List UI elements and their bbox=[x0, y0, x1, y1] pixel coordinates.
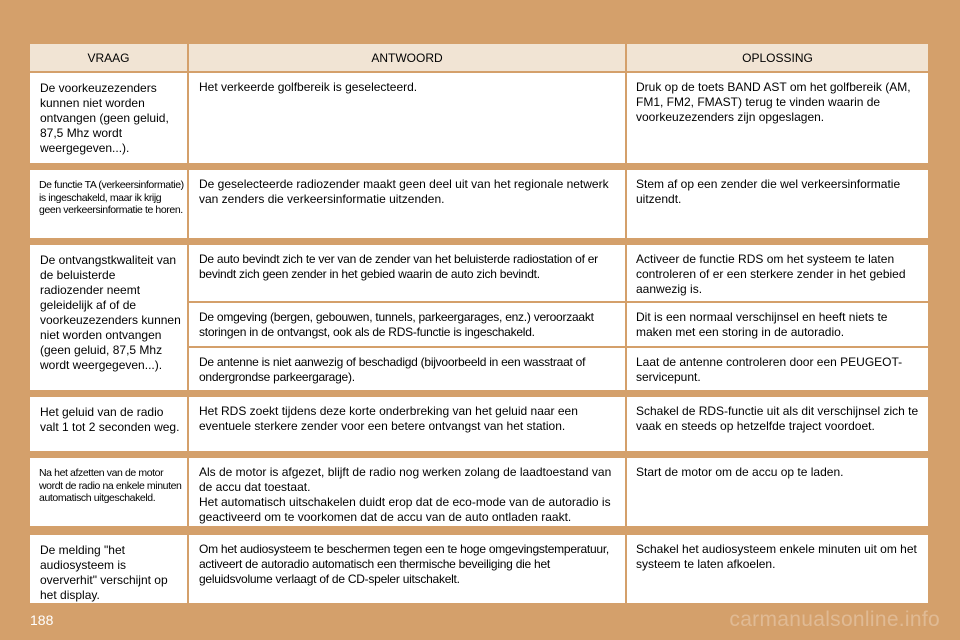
solution-cell: Laat de antenne controleren door een PEUGEOT-servicepunt. bbox=[627, 348, 928, 390]
answer-group bbox=[189, 73, 928, 163]
solution-cell: Druk op de toets BAND AST om het golfbereik (AM, FM1, FM2, FMAST) terug te vinden waarin de voorkeuzezenders zijn opgeslagen. bbox=[627, 73, 928, 163]
answer-pair bbox=[189, 170, 928, 238]
answer-cell: De geselecteerde radiozender maakt geen deel uit van het regionale netwerk van zenders die verkeersinformatie uitzenden. bbox=[189, 170, 625, 238]
table-row bbox=[30, 458, 928, 526]
answer-pair bbox=[189, 397, 928, 451]
answer-group bbox=[189, 535, 928, 603]
answer-pair bbox=[189, 458, 928, 526]
answer-cell: De omgeving (bergen, gebouwen, tunnels, parkeergarages, enz.) veroorzaakt storingen in de ontvangst, ook als de RDS-functie is ingeschakeld. bbox=[189, 303, 625, 346]
question-cell: De functie TA (verkeersinformatie) is ingeschakeld, maar ik krijg geen verkeersinformatie te horen. bbox=[30, 170, 187, 238]
header-oplossing: OPLOSSING bbox=[627, 44, 928, 71]
answer-group bbox=[189, 170, 928, 238]
answer-line: Het automatisch uitschakelen duidt erop dat de eco-mode van de autoradio is geactiveerd om te voorkomen dat de accu van de auto ontladen raakt. bbox=[199, 495, 611, 524]
answer-cell: Het verkeerde golfbereik is geselecteerd. bbox=[189, 73, 625, 163]
answer-pair bbox=[189, 73, 928, 163]
answer-group bbox=[189, 458, 928, 526]
question-cell: De melding "het audiosysteem is oververhit" verschijnt op het display. bbox=[30, 535, 187, 603]
answer-group bbox=[189, 245, 928, 390]
question-cell: De voorkeuzezenders kunnen niet worden ontvangen (geen geluid, 87,5 Mhz wordt weergegeven...). bbox=[30, 73, 187, 163]
table-row bbox=[30, 397, 928, 451]
watermark: carmanualsonline.info bbox=[729, 608, 940, 631]
solution-cell: Dit is een normaal verschijnsel en heeft niets te maken met een storing in de autoradio. bbox=[627, 303, 928, 346]
answer-cell: De antenne is niet aanwezig of beschadigd (bijvoorbeeld in een wasstraat of ondergrondse parkeergarage). bbox=[189, 348, 625, 390]
question-cell: Het geluid van de radio valt 1 tot 2 seconden weg. bbox=[30, 397, 187, 451]
answer-pair bbox=[189, 348, 928, 390]
answer-pair bbox=[189, 303, 928, 346]
answer-cell: De auto bevindt zich te ver van de zender van het beluisterde radiostation of er bevindt zich geen zender in het gebied waarin de auto zich bevindt. bbox=[189, 245, 625, 301]
solution-cell: Stem af op een zender die wel verkeersinformatie uitzendt. bbox=[627, 170, 928, 238]
table-row bbox=[30, 535, 928, 603]
header-antwoord: ANTWOORD bbox=[189, 44, 625, 71]
table-row bbox=[30, 170, 928, 238]
table-header bbox=[30, 44, 928, 71]
answer-line: Als de motor is afgezet, blijft de radio nog werken zolang de laadtoestand van de accu dat toestaat. bbox=[199, 465, 612, 494]
answer-cell: Het RDS zoekt tijdens deze korte onderbreking van het geluid naar een eventuele sterkere zender voor een betere ontvangst van het station. bbox=[189, 397, 625, 451]
table-row bbox=[30, 73, 928, 163]
answer-pair bbox=[189, 535, 928, 603]
solution-cell: Activeer de functie RDS om het systeem te laten controleren of er een sterkere zender in het gebied aanwezig is. bbox=[627, 245, 928, 301]
question-cell: Na het afzetten van de motor wordt de radio na enkele minuten automatisch uitgeschakeld. bbox=[30, 458, 187, 526]
solution-cell: Schakel de RDS-functie uit als dit verschijnsel zich te vaak en steeds op hetzelfde traject voordoet. bbox=[627, 397, 928, 451]
solution-cell: Start de motor om de accu op te laden. bbox=[627, 458, 928, 526]
answer-pair bbox=[189, 245, 928, 301]
answer-group bbox=[189, 397, 928, 451]
solution-cell: Schakel het audiosysteem enkele minuten uit om het systeem te laten afkoelen. bbox=[627, 535, 928, 603]
page-number: 188 bbox=[30, 612, 54, 628]
answer-cell: Om het audiosysteem te beschermen tegen een te hoge omgevingstemperatuur, activeert de autoradio automatisch een thermische beveiliging die het geluidsvolume verlaagt of de CD-speler uitschakelt. bbox=[189, 535, 625, 603]
table-row bbox=[30, 245, 928, 390]
header-vraag: VRAAG bbox=[30, 44, 187, 71]
question-cell: De ontvangstkwaliteit van de beluisterde radiozender neemt geleidelijk af of de voorkeuzezenders kunnen niet worden ontvangen (geen geluid, 87,5 Mhz wordt weergegeven...). bbox=[30, 245, 187, 390]
answer-cell bbox=[189, 458, 625, 526]
